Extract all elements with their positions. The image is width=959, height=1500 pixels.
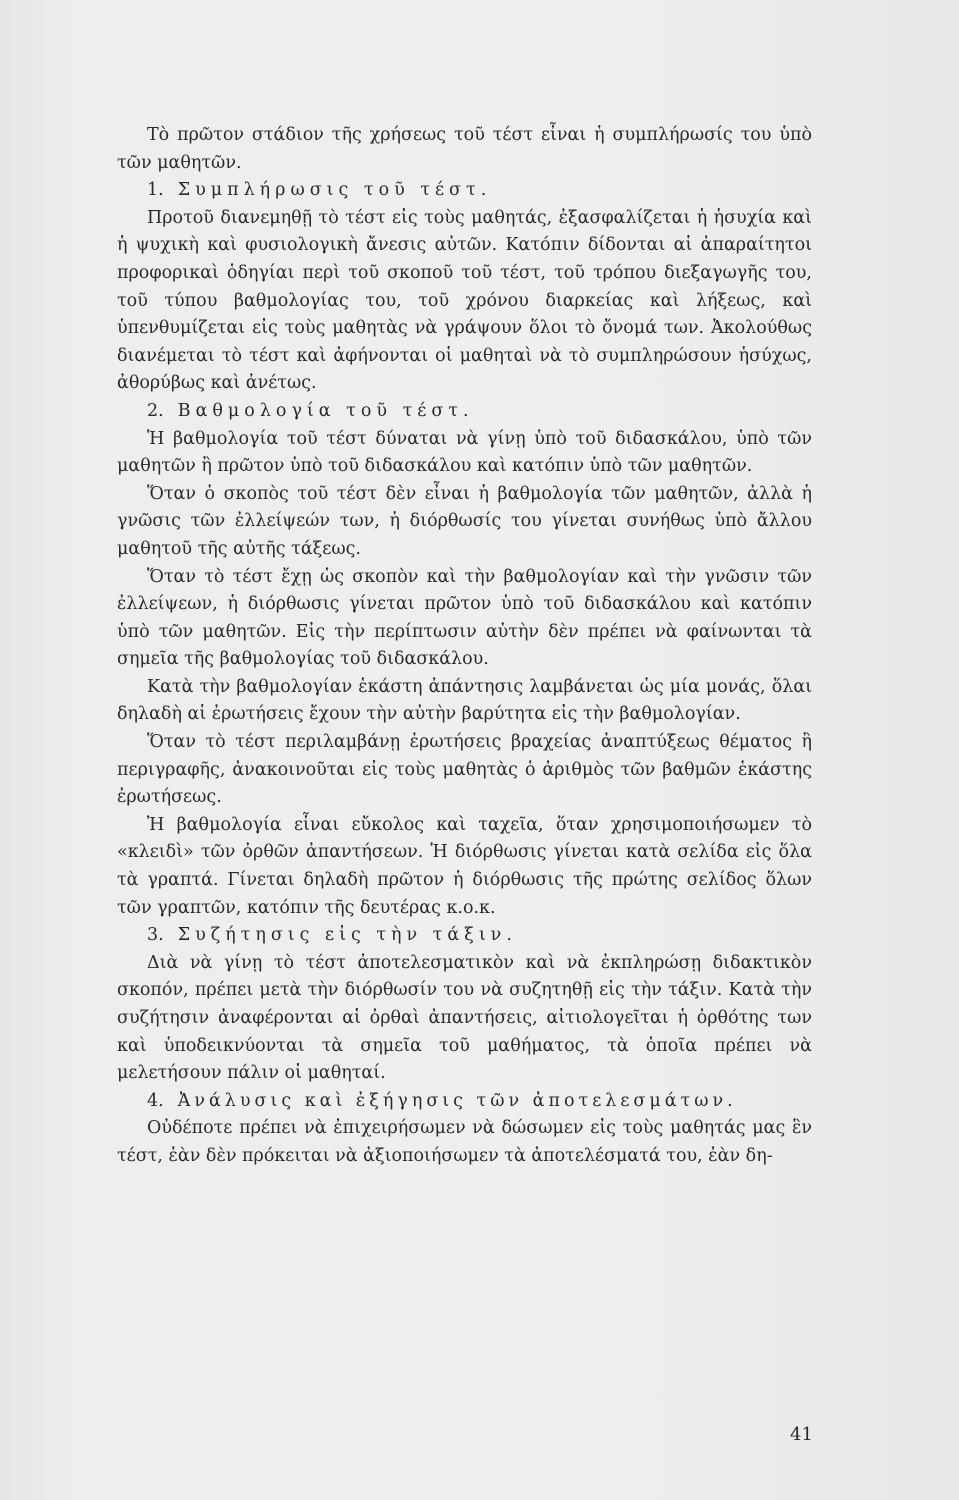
paragraph: Ὅταν τὸ τέστ ἔχῃ ὡς σκοπὸν καὶ τὴν βαθμολογίαν καὶ τὴν γνῶσιν τῶν ἐλλείψεων, ἡ διόρθωσις γίνεται πρῶτον ὑπὸ τοῦ διδασκάλου καὶ κατόπιν ὑπὸ τῶν μαθητῶν. Εἰς τὴν περίπτωσιν αὐτὴν δὲν πρέπει νὰ φαίνωνται τὰ σημεῖα τῆς βαθμολογίας τοῦ διδασκάλου. <box>117 566 812 670</box>
section-title: Ἀνάλυσις καὶ ἐξήγησις τῶν ἀποτελεσμάτων. <box>177 1090 737 1111</box>
section-number: 1. <box>147 180 164 201</box>
section-heading-1 <box>117 177 812 205</box>
paragraph: Ὅταν τὸ τέστ περιλαμβάνῃ ἐρωτήσεις βραχείας ἀναπτύξεως θέματος ἢ περιγραφῆς, ἀνακοινοῦται εἰς τοὺς μαθητὰς ὁ ἀριθμὸς τῶν βαθμῶν ἑκάστης ἐρωτήσεως. <box>117 732 812 808</box>
paragraph: Ἡ βαθμολογία τοῦ τέστ δύναται νὰ γίνῃ ὑπὸ τοῦ διδασκάλου, ὑπὸ τῶν μαθητῶν ἢ πρῶτον ὑπὸ τοῦ διδασκάλου καὶ κατόπιν ὑπὸ τῶν μαθητῶν. <box>117 428 812 477</box>
intro-paragraph: Τὸ πρῶτον στάδιον τῆς χρήσεως τοῦ τέστ εἶναι ἡ συμπλήρωσίς του ὑπὸ τῶν μαθητῶν. <box>117 125 812 173</box>
page-number: 41 <box>790 1424 813 1445</box>
section-heading-3 <box>117 922 812 950</box>
paragraph: Ὅταν ὁ σκοπὸς τοῦ τέστ δὲν εἶναι ἡ βαθμολογία τῶν μαθητῶν, ἀλλὰ ἡ γνῶσις τῶν ἐλλείψεών των, ἡ διόρθωσίς του γίνεται συνήθως ὑπὸ ἄλλου μαθητοῦ τῆς αὐτῆς τάξεως. <box>117 483 812 559</box>
paragraph: Προτοῦ διανεμηθῇ τὸ τέστ εἰς τοὺς μαθητάς, ἐξασφαλίζεται ἡ ἡσυχία καὶ ἡ ψυχικὴ καὶ φυσιολογικὴ ἄνεσις αὐτῶν. Κατόπιν δίδονται αἱ ἀπαραίτητοι προφορικαὶ ὁδηγίαι περὶ τοῦ σκοποῦ τοῦ τέστ, τοῦ τρόπου διεξαγωγῆς του, τοῦ τύπου βαθμολογίας του, τοῦ χρόνου διαρκείας καὶ λήξεως, καὶ ὑπενθυμίζεται εἰς τοὺς μαθητὰς νὰ γράψουν ὅλοι τὸ ὄνομά των. Ἀκολούθως διανέμεται τὸ τέστ καὶ ἀφήνονται οἱ μαθηταὶ νὰ τὸ συμπληρώσουν ἡσύχως, ἀθορύβως καὶ ἀνέτως. <box>117 207 812 394</box>
section-title: Συζήτησις εἰς τὴν τάξιν. <box>177 925 517 946</box>
paragraph: Οὐδέποτε πρέπει νὰ ἐπιχειρήσωμεν νὰ δώσωμεν εἰς τοὺς μαθητάς μας ἓν τέστ, ἐὰν δὲν πρόκειται νὰ ἀξιοποιήσωμεν τὰ ἀποτελέσματά του, ἐὰν δη- <box>117 1118 812 1166</box>
section-heading-2 <box>117 398 812 426</box>
paragraph: Διὰ νὰ γίνῃ τὸ τέστ ἀποτελεσματικὸν καὶ νὰ ἐκπληρώσῃ διδακτικὸν σκοπόν, πρέπει μετὰ τὴν διόρθωσίν του νὰ συζητηθῇ εἰς τὴν τάξιν. Κατὰ τὴν συζήτησιν ἀναφέρονται αἱ ὀρθαὶ ἀπαντήσεις, αἰτιολογεῖται ἡ ὀρθότης των καὶ ὑποδεικνύονται τὰ σημεῖα τοῦ μαθήματος, τὰ ὁποῖα πρέπει νὰ μελετήσουν πάλιν οἱ μαθηταί. <box>117 952 812 1084</box>
page-text-body <box>117 122 812 1171</box>
section-number: 2. <box>147 400 164 421</box>
section-title: Συμπλήρωσις τοῦ τέστ. <box>177 180 492 201</box>
paragraph: Κατὰ τὴν βαθμολογίαν ἑκάστη ἀπάντησις λαμβάνεται ὡς μία μονάς, ὅλαι δηλαδὴ αἱ ἐρωτήσεις ἔχουν τὴν αὐτὴν βαρύτητα εἰς τὴν βαθμολογίαν. <box>117 676 812 725</box>
section-number: 3. <box>147 925 164 946</box>
section-title: Βαθμολογία τοῦ τέστ. <box>177 400 474 421</box>
paragraph: Ἡ βαθμολογία εἶναι εὔκολος καὶ ταχεῖα, ὅταν χρησιμοποιήσωμεν τὸ «κλειδὶ» τῶν ὀρθῶν ἀπαντήσεων. Ἡ διόρθωσις γίνεται κατὰ σελίδα εἰς ὅλα τὰ γραπτά. Γίνεται δηλαδὴ πρῶτον ἡ διόρθωσις τῆς πρώτης σελίδος ὅλων τῶν γραπτῶν, κατόπιν τῆς δευτέρας κ.ο.κ. <box>117 814 812 918</box>
section-heading-4 <box>117 1088 812 1116</box>
section-number: 4. <box>147 1090 164 1111</box>
